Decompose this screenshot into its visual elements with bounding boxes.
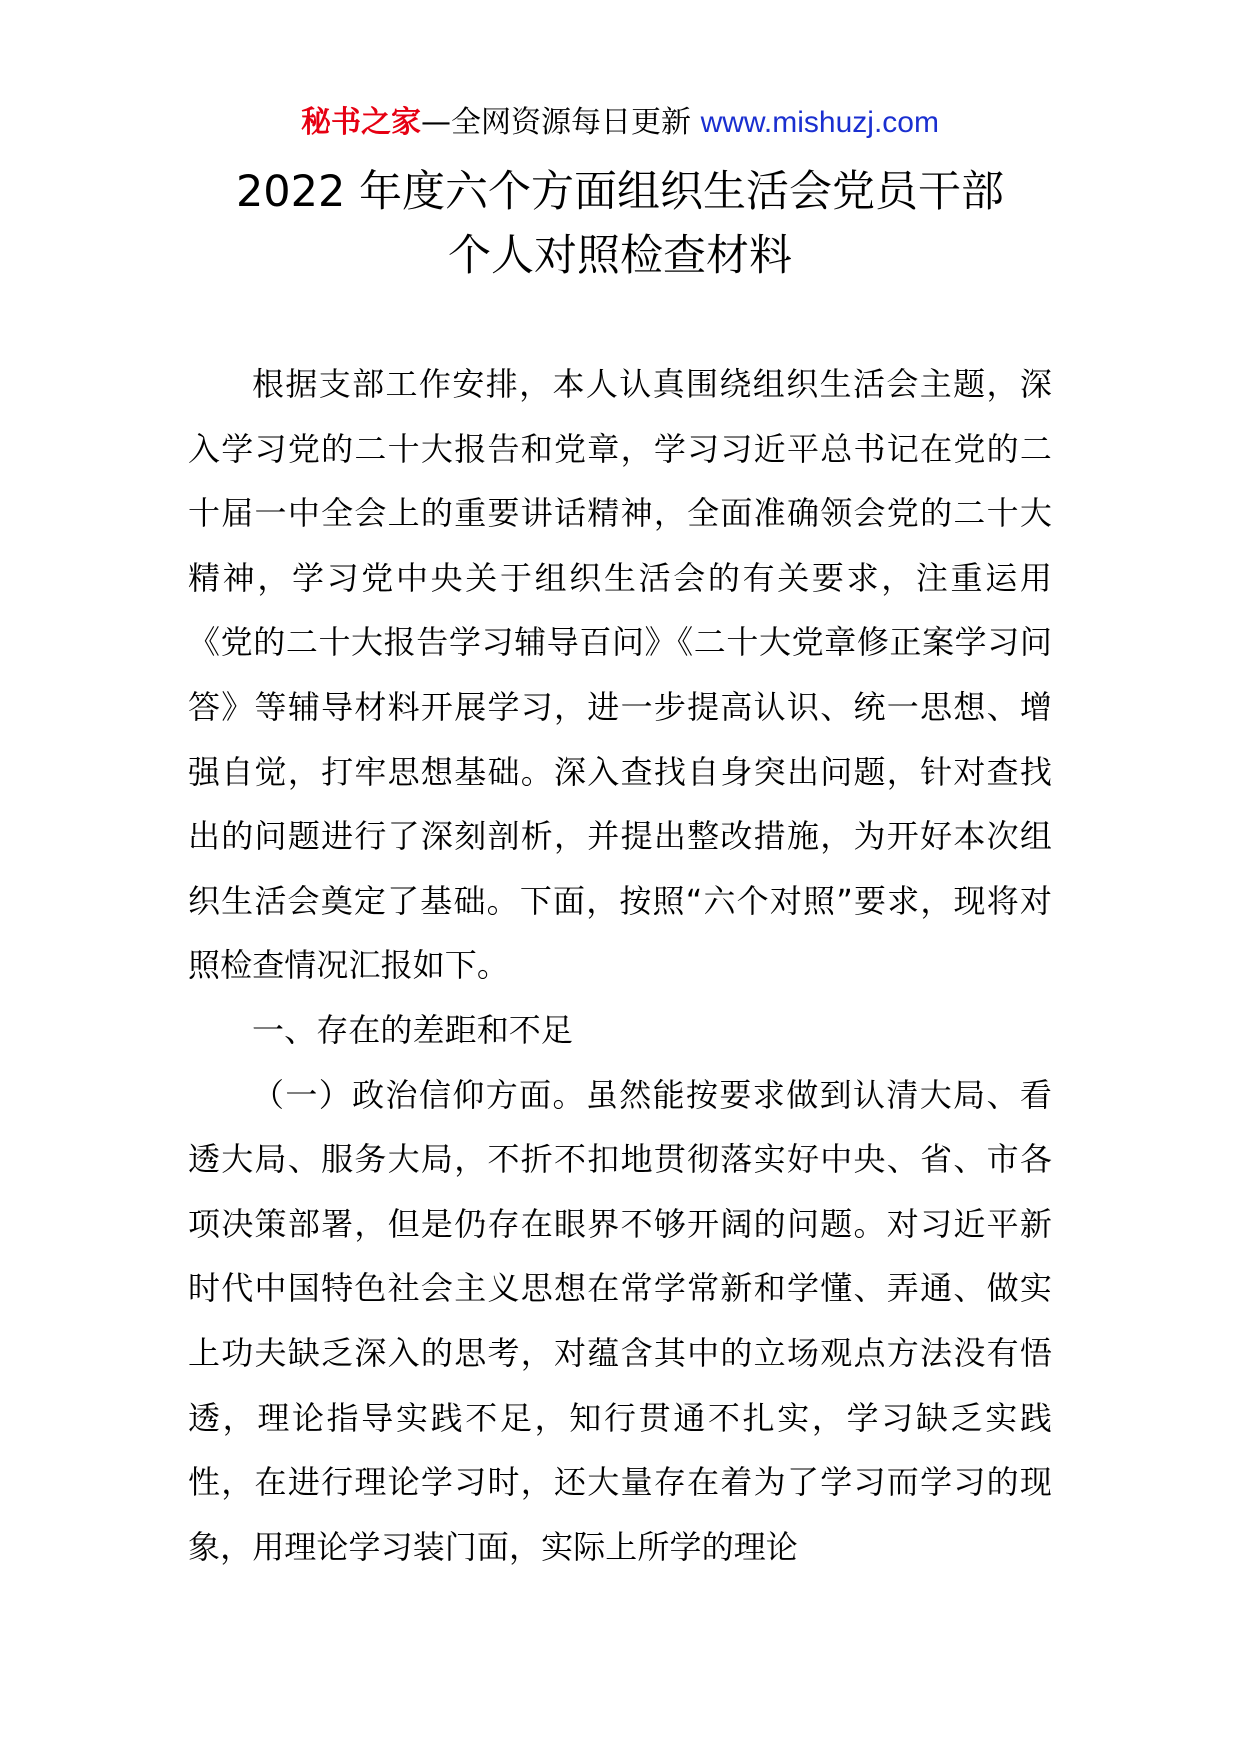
title-line-2: 个人对照检查材料 xyxy=(448,231,792,281)
title-line-1: 2022 年度六个方面组织生活会党员干部 xyxy=(235,167,1005,217)
document-body xyxy=(188,352,1052,1579)
intro-paragraph: 根据支部工作安排，本人认真围绕组织生活会主题，深入学习党的二十大报告和党章，学习习近平总书记在党的二十届一中全会上的重要讲话精神，全面准确领会党的二十大精神，学习党中央关于组织生活会的有关要求，注重运用《党的二十大报告学习辅导百问》《二十大党章修正案学习问答》等辅导材料开展学习，进一步提高认识、统一思想、增强自觉，打牢思想基础。深入查找自身突出问题，针对查找出的问题进行了深刻剖析，并提出整改措施，为开好本次组织生活会奠定了基础。下面，按照“六个对照”要求，现将对照检查情况汇报如下。 xyxy=(188,365,1052,985)
brand-name: 秘书之家 xyxy=(301,105,422,140)
section-heading: 一、存在的差距和不足 xyxy=(252,1010,574,1049)
header-slogan: —全网资源每日更新 xyxy=(421,105,692,140)
political-belief-paragraph: （一）政治信仰方面。虽然能按要求做到认清大局、看透大局、服务大局，不折不扣地贯彻落实好中央、省、市各项决策部署，但是仍存在眼界不够开阔的问题。对习近平新时代中国特色社会主义思想在常学常新和学懂、弄通、做实上功夫缺乏深入的思考，对蕴含其中的立场观点方法没有悟透，理论指导实践不足，知行贯通不扎实，学习缺乏实践性，在进行理论学习时，还大量存在着为了学习而学习的现象，用理论学习装门面，实际上所学的理论 xyxy=(188,1075,1052,1566)
site-link[interactable]: www.mishuzj.com xyxy=(700,106,939,139)
source-header xyxy=(0,98,1240,148)
document-title xyxy=(0,160,1240,288)
